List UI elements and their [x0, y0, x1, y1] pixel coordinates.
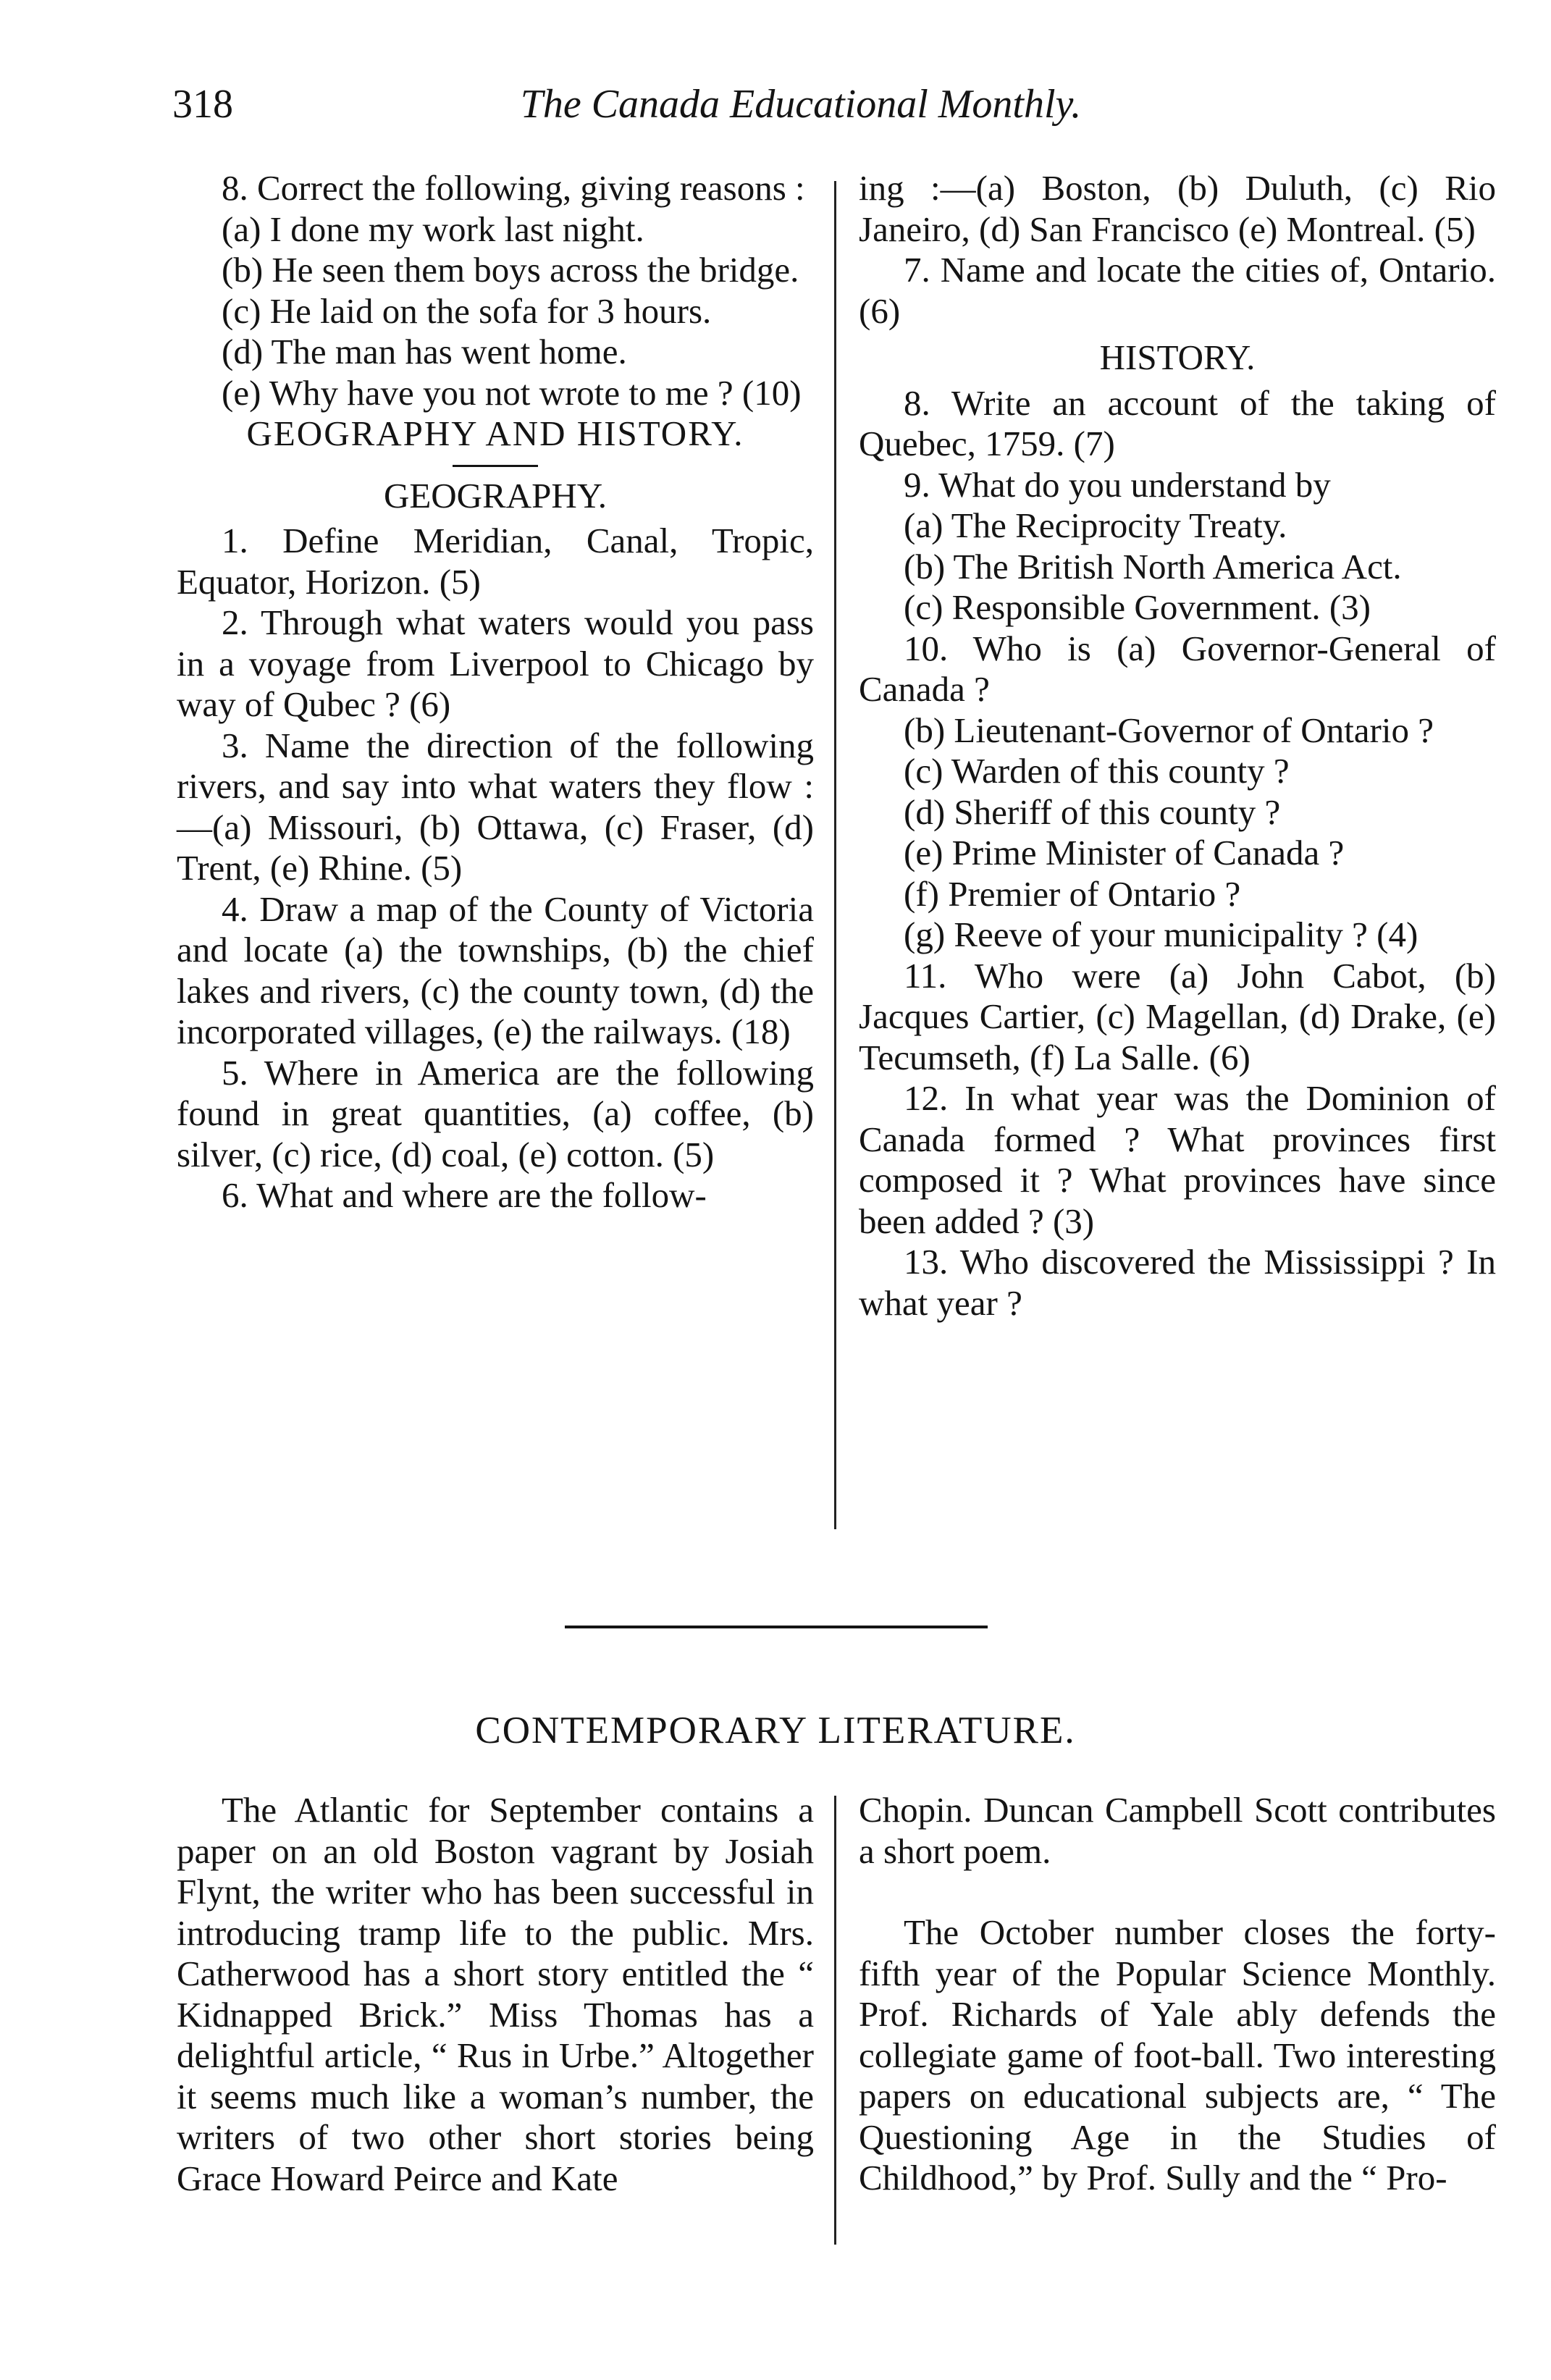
- subsection-heading: GEOGRAPHY.: [383, 475, 608, 516]
- text-paragraph: 2. Through what waters would you pass in a voyage from Liverpool to Chicago by way of Qubec ? (6): [177, 602, 814, 724]
- paragraph-gap: [859, 1872, 1496, 1912]
- text-paragraph: (b) Lieutenant-Governor of Ontario ?: [904, 710, 1434, 750]
- text-paragraph: (c) He laid on the sofa for 3 hours.: [222, 290, 712, 331]
- text-paragraph: 13. Who discovered the Mississippi ? In what year ?: [859, 1242, 1496, 1323]
- text-paragraph: 9. What do you understand by: [904, 464, 1331, 505]
- text-paragraph: 5. Where in America are the following found in great quantities, (a) coffee, (b) silver, (c) rice, (d) coal, (e) cotton. (5): [177, 1052, 814, 1174]
- text-paragraph: (c) Responsible Government. (3): [904, 587, 1371, 627]
- text-paragraph: 3. Name the direction of the following rivers, and say into what waters they flow :—(a) Missouri, (b) Ottawa, (c) Fraser, (d) Trent, (e) Rhine. (5): [177, 725, 814, 888]
- exam-left-column: [177, 168, 814, 1216]
- text-paragraph: The Atlantic for September contains a paper on an old Boston vagrant by Josiah Flynt, the writer who has been successful in introducing tramp life to the public. Mrs. Catherwood has a short story entitled the “ Kidnapped Brick.” Miss Thomas has a delightful article, “ Rus in Urbe.” Altogether it seems much like a woman’s number, the writers of two other short stories being Grace Howard Peirce and Kate: [177, 1790, 814, 2198]
- text-paragraph: 8. Correct the following, giving reasons :: [222, 168, 805, 208]
- subsection-heading: HISTORY.: [1099, 337, 1256, 377]
- text-paragraph: (e) Prime Minister of Canada ?: [904, 833, 1345, 872]
- text-paragraph: 1. Define Meridian, Canal, Tropic, Equator, Horizon. (5): [177, 521, 814, 602]
- text-paragraph: 4. Draw a map of the County of Victoria and locate (a) the townships, (b) the chief lakes and rivers, (c) the county town, (d) the incorporated villages, (e) the railways. (18): [177, 888, 814, 1051]
- running-title: The Canada Educational Monthly.: [520, 82, 1082, 127]
- literature-left-column: [177, 1790, 814, 2199]
- text-paragraph: (b) The British North America Act.: [904, 546, 1402, 586]
- exam-right-column: [859, 168, 1496, 1324]
- text-paragraph: Chopin. Duncan Campbell Scott contributes a short poem.: [859, 1790, 1496, 1871]
- text-paragraph: 10. Who is (a) Governor-General of Canada ?: [859, 628, 1496, 709]
- section-title: CONTEMPORARY LITERATURE.: [475, 1710, 1076, 1752]
- text-paragraph: 7. Name and locate the cities of, Ontario. (6): [859, 250, 1496, 331]
- text-paragraph: (g) Reeve of your municipality ? (4): [904, 914, 1418, 954]
- short-rule: [453, 465, 538, 467]
- text-paragraph: (d) The man has went home.: [222, 332, 627, 371]
- text-paragraph: (b) He seen them boys across the bridge.: [222, 250, 799, 290]
- text-paragraph: (e) Why have you not wrote to me ? (10): [222, 372, 802, 413]
- text-paragraph: ing :—(a) Boston, (b) Duluth, (c) Rio Janeiro, (d) San Francisco (e) Montreal. (5): [859, 168, 1496, 249]
- text-paragraph: 6. What and where are the follow-: [222, 1175, 707, 1215]
- text-paragraph: (c) Warden of this county ?: [904, 751, 1290, 791]
- text-paragraph: (a) I done my work last night.: [222, 209, 644, 249]
- column-divider: [834, 1796, 836, 2245]
- section-heading: GEOGRAPHY AND HISTORY.: [246, 413, 744, 453]
- column-divider: [834, 181, 836, 1529]
- section-divider-rule: [565, 1626, 988, 1628]
- text-paragraph: (f) Premier of Ontario ?: [904, 873, 1241, 914]
- text-paragraph: 12. In what year was the Dominion of Canada formed ? What provinces first composed it ? What provinces have since been added ? (3): [859, 1078, 1496, 1241]
- text-paragraph: 8. Write an account of the taking of Quebec, 1759. (7): [859, 382, 1496, 463]
- text-paragraph: 11. Who were (a) John Cabot, (b) Jacques Cartier, (c) Magellan, (d) Drake, (e) Tecumseth, (f) La Salle. (6): [859, 955, 1496, 1077]
- page-number: 318: [172, 82, 233, 127]
- text-paragraph: (a) The Reciprocity Treaty.: [904, 505, 1287, 545]
- text-paragraph: The October number closes the forty-fifth year of the Popular Science Monthly. Prof. Richards of Yale ably defends the collegiate game of foot-ball. Two interesting papers on educational subjects are, “ The Questioning Age in the Studies of Childhood,” by Prof. Sully and the “ Pro-: [859, 1912, 1496, 2198]
- text-paragraph: (d) Sheriff of this county ?: [904, 791, 1281, 832]
- literature-right-column: [859, 1790, 1496, 2199]
